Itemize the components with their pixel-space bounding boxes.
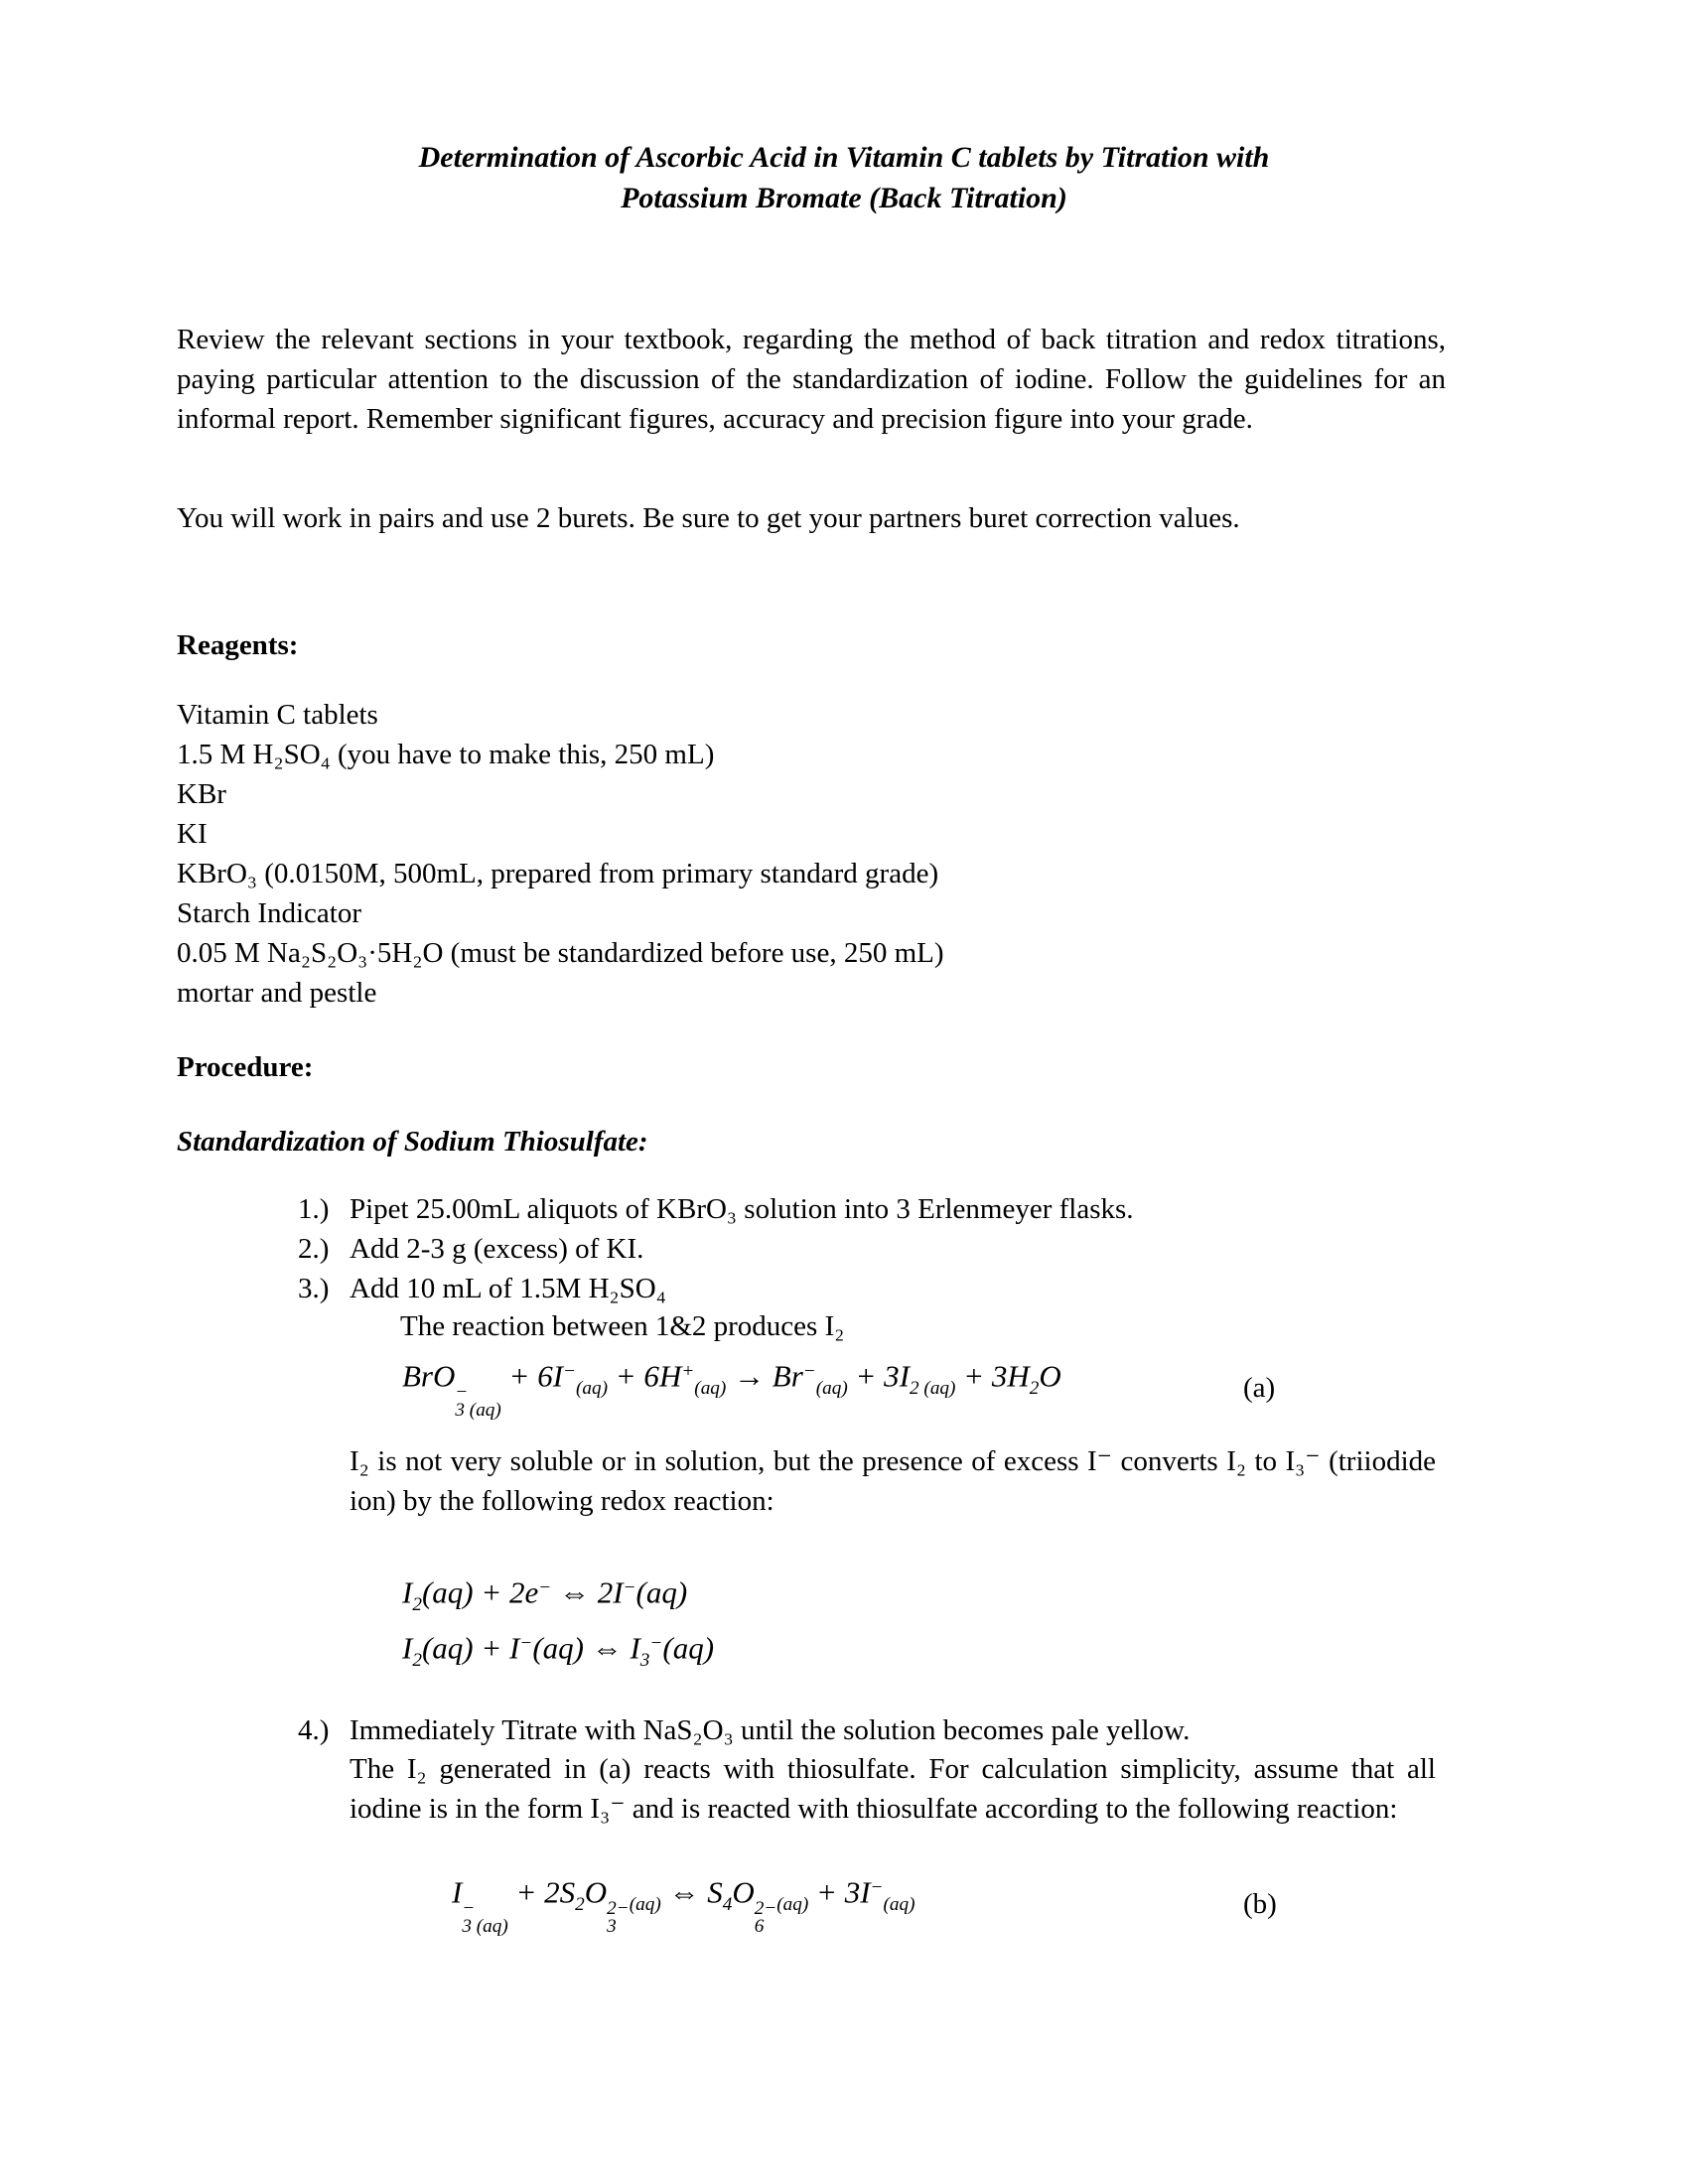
reagent-list [177,695,944,1013]
intro-paragraph-2: You will work in pairs and use 2 burets. Be sure to get your partners buret correction values. [177,502,1240,534]
procedure-heading: Procedure: [177,1051,314,1083]
redox-equation-1: $I_2(aq) + 2e^-$ ⇔ 2I−(aq) [402,1574,688,1615]
redox-equation-2: $I_2(aq) + I^-(aq)$ ⇔ $I_3^-(aq)$ [402,1630,715,1671]
standardization-subheading: Standardization of Sodium Thiosulfate: [177,1126,648,1158]
step-text: Add 2-3 g (excess) of KI. [350,1233,644,1265]
step-row-4 [298,1710,1190,1750]
document-title [0,137,1688,218]
step-row-3 [298,1269,666,1308]
triiodide-paragraph: I₂ is not very soluble or in solution, but the presence of excess I⁻ converts I₂ to I₃⁻ (triiodide ion) by the following redox reaction: [350,1445,1436,1517]
equation-label-b: (b) [1243,1888,1277,1920]
reagent-item: Starch Indicator [177,897,362,929]
step-row-2 [298,1229,643,1269]
reagents-heading: Reagents: [177,629,299,661]
reagent-item: KI [177,818,208,850]
equation-label-a: (a) [1243,1372,1276,1404]
step-number: 2.) [298,1233,330,1265]
step-row-1 [298,1189,1134,1229]
title-line-2: Potassium Bromate (Back Titration) [621,182,1067,214]
step-number: 4.) [298,1714,330,1746]
reagent-item: Vitamin C tablets [177,699,378,731]
reagent-item: KBr [177,778,226,810]
step-text: Immediately Titrate with NaS₂O₃ until the solution becomes pale yellow. [350,1714,1191,1746]
reagent-item: 1.5 M H₂SO₄ (you have to make this, 250 mL) [177,739,715,770]
reaction-note: The reaction between 1&2 produces I₂ [400,1310,845,1342]
equation-b: I − 3 (aq) + $2S_2O$ 2− 3 $_{(aq)}$ ⇔ $S_4O$ 2− 6 $_{(aq)} + 3I^-_{(aq)}$ [452,1874,915,1938]
step-text: Add 10 mL of 1.5M H₂SO₄ [350,1273,666,1304]
step4-paragraph: The I₂ generated in (a) reacts with thiosulfate. For calculation simplicity, assume that all iodine is in the form I₃⁻ and is reacted with thiosulfate according to the following reaction: [350,1753,1436,1825]
reagent-item: mortar and pestle [177,977,377,1009]
reagent-item: KBrO₃ (0.0150M, 500mL, prepared from primary standard grade) [177,858,939,889]
reagent-item: 0.05 M Na₂S₂O₃·5H₂O (must be standardized before use, 250 mL) [177,937,944,969]
intro-paragraph-1: Review the relevant sections in your textbook, regarding the method of back titration and redox titrations, paying particular attention to the discussion of the standardization of iodine. Follow the guidelines for an informal report. Remember significant figures, accuracy and precision figure into your grade. [177,324,1446,435]
step-number: 3.) [298,1273,330,1304]
step-text: Pipet 25.00mL aliquots of KBrO₃ solution into 3 Erlenmeyer flasks. [350,1193,1134,1225]
step-number: 1.) [298,1193,330,1225]
title-line-1: Determination of Ascorbic Acid in Vitamin C tablets by Titration with [418,141,1270,174]
equation-a: BrO − 3 (aq) + $6I^-_{(aq)} + 6H^+_{(aq)} \to Br^-_{(aq)} + 3I_{2 (aq)} + 3H_2O$ [402,1358,1061,1422]
